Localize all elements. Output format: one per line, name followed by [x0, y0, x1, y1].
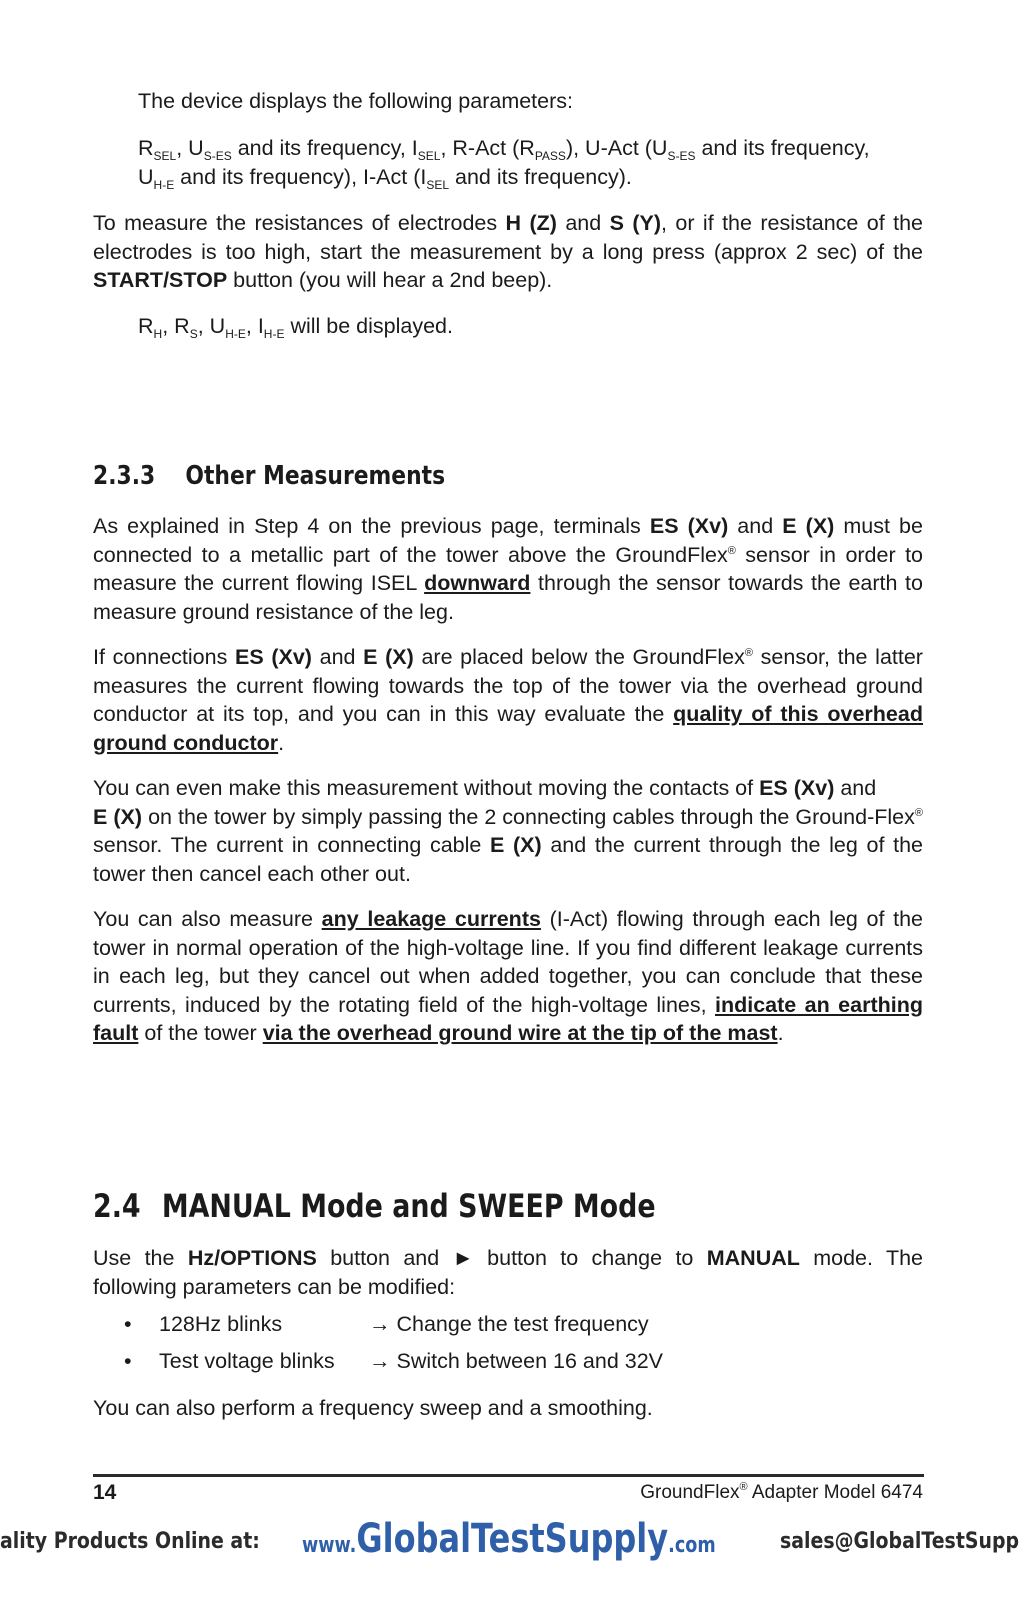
- paragraph-manual-mode: Use the Hz/OPTIONS button and ► button to change to MANUAL mode. The following parameters can be modified:: [93, 1246, 923, 1299]
- emphasis-ground-wire: via the overhead ground wire at the tip of the mast: [262, 1021, 778, 1045]
- paragraph-sweep: You can also perform a frequency sweep and a smoothing.: [93, 1396, 653, 1420]
- email-link[interactable]: sales@GlobalTestSupp: [780, 1529, 1020, 1554]
- section-heading-2-4: [93, 1187, 656, 1225]
- emphasis-leakage: any leakage currents: [321, 907, 541, 931]
- measure-electrodes-paragraph: To measure the resistances of electrodes H (Z) and S (Y), or if the resistance of the electrodes is too high, start the measurement by a long press (approx 2 sec) of the START/STOP button (you will hear a 2nd beep).: [93, 211, 923, 292]
- list-item-label: Test voltage blinks: [159, 1349, 335, 1373]
- list-item-label: 128Hz blinks: [159, 1312, 283, 1336]
- section-number: 2.3.3: [93, 461, 156, 491]
- paragraph-terminals: As explained in Step 4 on the previous page, terminals ES (Xv) and E (X) must be connected to a metallic part of the tower above the GroundFlex® sensor in order to measure the current flowing ISEL downward through the sensor towards the earth to measure ground resistance of the leg.: [93, 514, 924, 624]
- document-title-footer: GroundFlex® Adapter Model 6474: [640, 1481, 923, 1503]
- website-link[interactable]: www.GlobalTestSupply.com: [302, 1516, 716, 1562]
- bullet-icon: •: [124, 1349, 132, 1373]
- emphasis-earthing-fault: indicate an earthing fault: [93, 992, 923, 1045]
- displayed-values: $R_H$, $R_S$, $U_{H-E}$, $I_{H-E}$ will be displayed.: [138, 314, 453, 341]
- paragraph-leakage: You can also measure any leakage currents (I-Act) flowing through each leg of the tower in normal operation of the high-voltage line. If you find different leakage currents in each leg, but they cancel out when added together, you can conclude that these currents, induced by the rotating field of the high-voltage lines, indicate an earthing fault of the tower via the overhead ground wire at the tip of the mast.: [93, 907, 923, 1045]
- banner-tagline: ality Products Online at:: [0, 1529, 260, 1554]
- section-heading-2-3-3: [93, 461, 445, 491]
- bullet-icon: •: [124, 1312, 132, 1336]
- paragraph-below-sensor: If connections ES (Xv) and E (X) are placed below the GroundFlex® sensor, the latter measures the current flowing towards the top of the tower via the overhead ground conductor at its top, and you can in this way evaluate the quality of this overhead ground conductor.: [93, 645, 923, 755]
- parameter-list: $R_{SEL}$, $U_{S-ES}$ and its frequency, $I_{SEL}$, R-Act $(R_{PASS})$, U-Act ($U_{S-ES}$ and its frequency, $U_{H-E}$ and its frequency), I-Act ($I_{SEL}$ and its frequency).: [138, 136, 870, 192]
- intro-line: The device displays the following parameters:: [138, 89, 573, 113]
- start-stop-label: START/STOP: [93, 268, 228, 292]
- section-number: 2.4: [93, 1187, 141, 1225]
- list-item-action: → Switch between 16 and 32V: [369, 1349, 664, 1373]
- emphasis-downward: downward: [424, 571, 531, 595]
- footer-divider: [93, 1474, 924, 1477]
- distributor-banner: [0, 1512, 1036, 1562]
- list-item-action: → Change the test frequency: [369, 1312, 649, 1336]
- section-title: Other Measurements: [185, 461, 446, 491]
- page-number: 14: [93, 1481, 117, 1504]
- section-title: MANUAL Mode and SWEEP Mode: [161, 1187, 656, 1225]
- paragraph-passing-cables: You can even make this measurement without moving the contacts of ES (Xv) and E (X) on the tower by simply passing the 2 connecting cables through the Ground-Flex® sensor. The current in connecting cable E (X) and the current through the leg of the tower then cancel each other out.: [93, 776, 923, 886]
- emphasis-quality: quality of this overhead ground conductor: [93, 702, 923, 755]
